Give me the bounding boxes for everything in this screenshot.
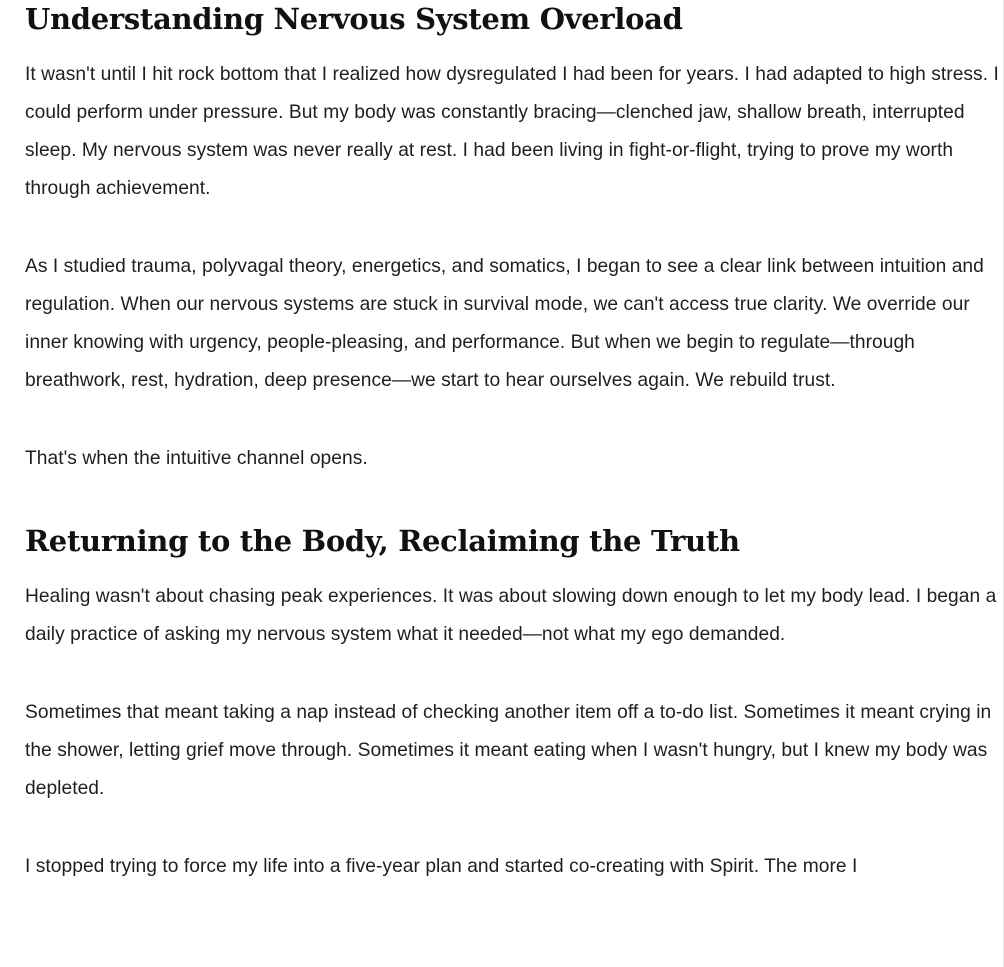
paragraph-polyvagal: As I studied trauma, polyvagal theory, energetics, and somatics, I began to see a clear link between intuition and regulation. When our nervous systems are stuck in survival mode, we can't access true clarity. We override our inner knowing with urgency, people-pleasing, and performance. But when we begin to regulate—through breathwork, rest, hydration, deep presence—we start to hear ourselves again. We rebuild trust.	[25, 256, 984, 391]
section-heading-returning-to-body: Returning to the Body, Reclaiming the Truth	[25, 524, 740, 558]
paragraph-healing: Healing wasn't about chasing peak experiences. It was about slowing down enough to let my body lead. I began a daily practice of asking my nervous system what it needed—not what my ego demanded.	[25, 586, 997, 645]
paragraph-five-year-plan: I stopped trying to force my life into a five-year plan and started co-creating with Spirit. The more I	[25, 856, 858, 877]
section-heading-nervous-system-overload: Understanding Nervous System Overload	[25, 2, 683, 36]
paragraph-sometimes: Sometimes that meant taking a nap instead of checking another item off a to-do list. Sometimes it meant crying in the shower, letting grief move through. Sometimes it meant eating when I wasn't hungry, but I knew my body was depleted.	[25, 702, 992, 799]
article-body	[25, 0, 1004, 886]
paragraph-intuitive-channel: That's when the intuitive channel opens.	[25, 448, 368, 469]
paragraph-dysregulation: It wasn't until I hit rock bottom that I realized how dysregulated I had been for years. I had adapted to high stress. I could perform under pressure. But my body was constantly bracing—clenched jaw, shallow breath, interrupted sleep. My nervous system was never really at rest. I had been living in fight-or-flight, trying to prove my worth through achievement.	[25, 64, 999, 199]
